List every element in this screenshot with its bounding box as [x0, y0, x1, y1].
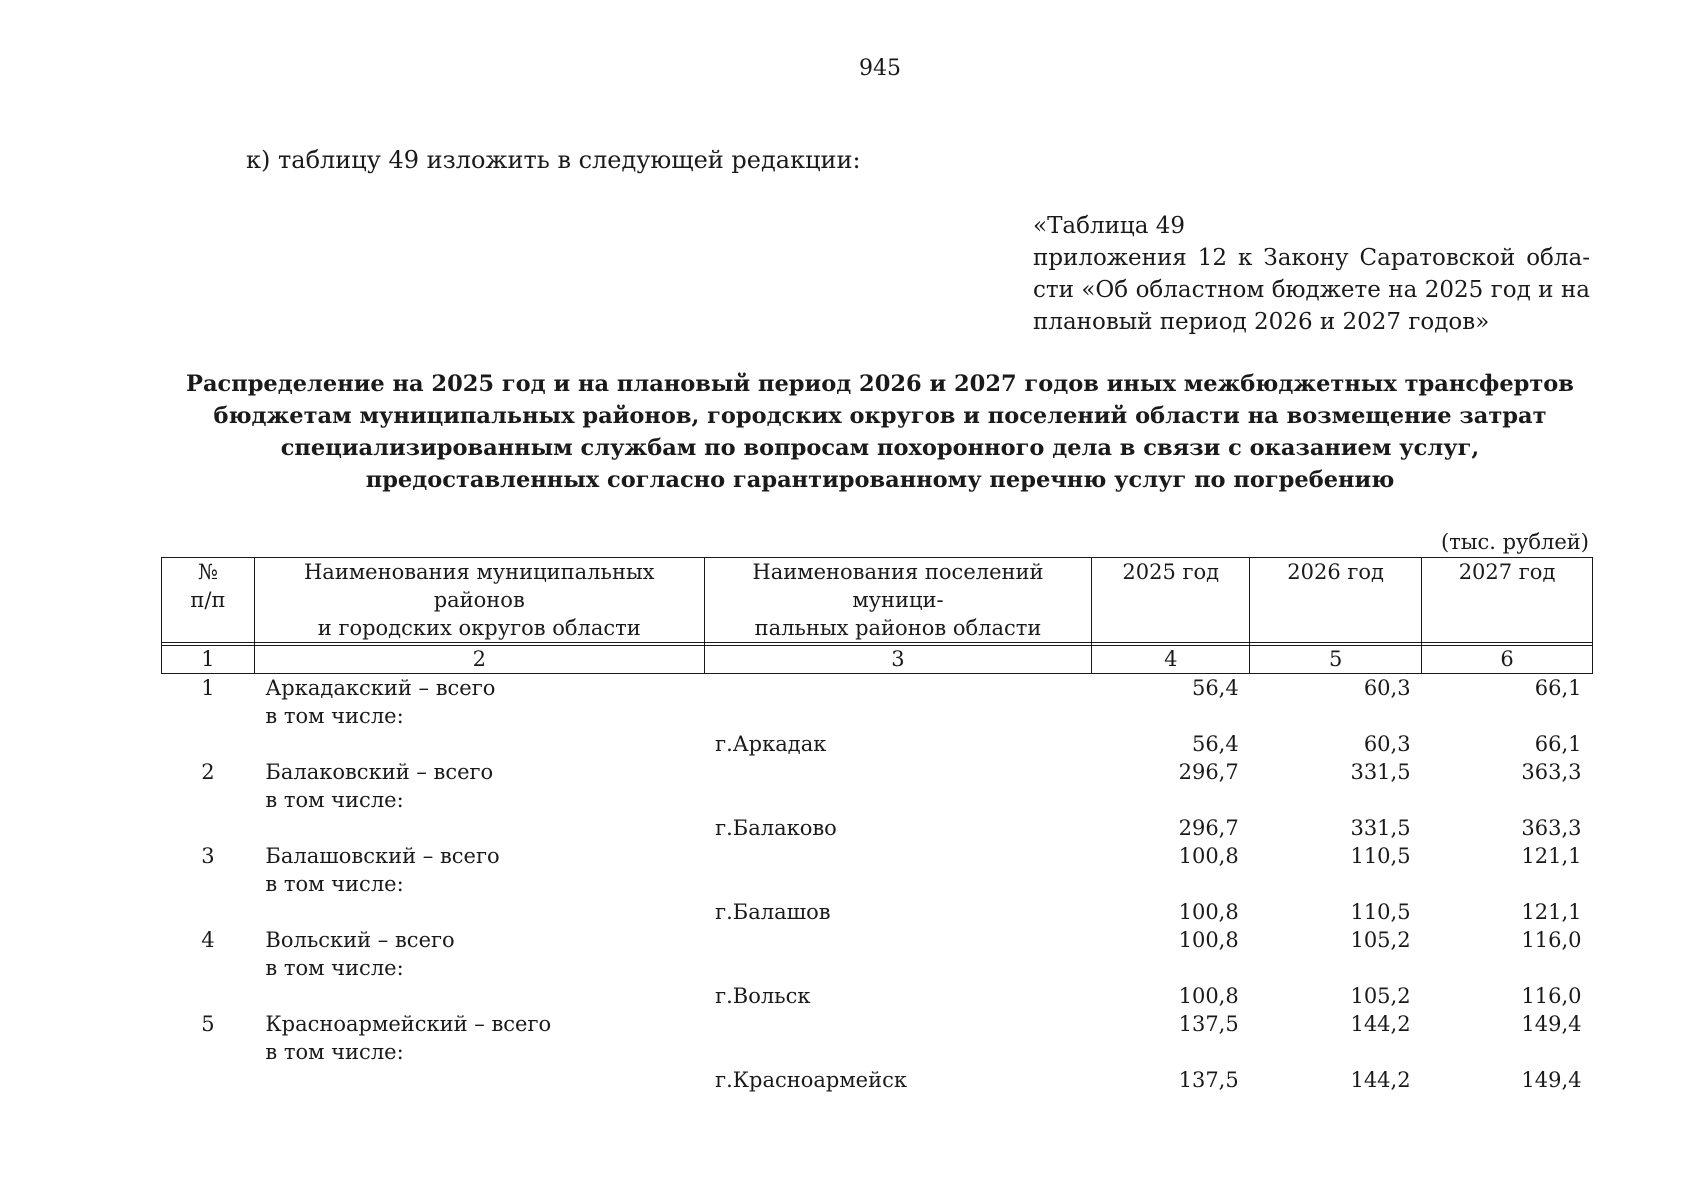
title-line-2: бюджетам муниципальных районов, городских округов и поселений области на возмещение затрат: [213, 403, 1547, 429]
subtotal-label: в том числе:: [265, 872, 404, 896]
header-district-line-2: и городских округов области: [317, 616, 641, 640]
header-num-line-1: №: [198, 560, 218, 584]
appendix-reference: [1033, 210, 1590, 338]
value-2025: 56,4: [1191, 676, 1239, 700]
value-2027: 121,1: [1521, 900, 1582, 924]
value-2027: 363,3: [1521, 760, 1582, 784]
header-2025: 2025 год: [1092, 558, 1250, 643]
value-2025: 100,8: [1178, 984, 1239, 1008]
value-2025: 100,8: [1178, 844, 1239, 868]
row-number: 2: [201, 760, 215, 784]
value-2026: 331,5: [1350, 816, 1411, 840]
instruction-text: к) таблицу 49 изложить в следующей редакции:: [246, 146, 861, 174]
subtotal-label: в том числе:: [265, 956, 404, 980]
header-settlement-line-2: пальных районов области: [754, 616, 1042, 640]
settlement-name: г.Балашов: [715, 900, 831, 924]
column-number: 3: [704, 646, 1092, 674]
district-name: Красноармейский – всего: [265, 1012, 552, 1036]
header-2027: 2027 год: [1422, 558, 1593, 643]
header-district: [254, 558, 704, 643]
table-row-district: [162, 1010, 1593, 1038]
table-title: [160, 368, 1600, 496]
value-2027: 66,1: [1534, 676, 1582, 700]
value-2026: 105,2: [1350, 928, 1411, 952]
value-2027: 116,0: [1521, 928, 1582, 952]
table-row-subtotal-label: [162, 786, 1593, 814]
table-row-settlement: [162, 898, 1593, 926]
settlement-name: г.Балаково: [715, 816, 837, 840]
subtotal-label: в том числе:: [265, 788, 404, 812]
row-number: 4: [201, 928, 215, 952]
value-2027: 149,4: [1521, 1068, 1582, 1092]
value-2025: 296,7: [1178, 760, 1239, 784]
value-2025: 137,5: [1178, 1068, 1239, 1092]
appendix-line-1: «Таблица 49: [1033, 213, 1185, 239]
district-name: Вольский – всего: [265, 928, 455, 952]
page-number: 945: [859, 56, 901, 81]
table-row-district: [162, 842, 1593, 870]
transfers-table: [161, 557, 1593, 1094]
header-district-line-1: Наименования муниципальных районов: [303, 560, 655, 612]
value-2026: 110,5: [1350, 844, 1411, 868]
appendix-line-2: приложения 12 к Закону Саратовской обла-: [1033, 245, 1590, 271]
table-row-district: [162, 758, 1593, 786]
header-num-line-2: п/п: [190, 588, 226, 612]
value-2025: 137,5: [1178, 1012, 1239, 1036]
value-2025: 296,7: [1178, 816, 1239, 840]
table-row-subtotal-label: [162, 702, 1593, 730]
table-row-subtotal-label: [162, 1038, 1593, 1066]
table-row-settlement: [162, 730, 1593, 758]
district-name: Аркадакский – всего: [265, 676, 496, 700]
value-2027: 121,1: [1521, 844, 1582, 868]
value-2026: 105,2: [1350, 984, 1411, 1008]
table-row-settlement: [162, 982, 1593, 1010]
units-label: (тыс. рублей): [1440, 530, 1589, 554]
subtotal-label: в том числе:: [265, 704, 404, 728]
column-number: 4: [1092, 646, 1250, 674]
header-settlement-line-1: Наименования поселений муници-: [752, 560, 1044, 612]
header-settlement: [704, 558, 1092, 643]
title-line-3: специализированным службам по вопросам похоронного дела в связи с оказанием услуг,: [280, 435, 1480, 461]
row-number: 1: [201, 676, 215, 700]
title-line-1: Распределение на 2025 год и на плановый период 2026 и 2027 годов иных межбюджетных трансфертов: [186, 371, 1574, 397]
value-2027: 363,3: [1521, 816, 1582, 840]
table-body: [162, 674, 1593, 1095]
appendix-line-4: плановый период 2026 и 2027 годов»: [1033, 309, 1490, 335]
value-2025: 100,8: [1178, 928, 1239, 952]
table-row-district: [162, 674, 1593, 703]
value-2026: 144,2: [1350, 1068, 1411, 1092]
title-line-4: предоставленных согласно гарантированному перечню услуг по погребению: [365, 467, 1395, 493]
value-2027: 66,1: [1534, 732, 1582, 756]
table-header-row: [162, 558, 1593, 643]
row-number: 3: [201, 844, 215, 868]
value-2027: 116,0: [1521, 984, 1582, 1008]
table-row-settlement: [162, 814, 1593, 842]
table-row-district: [162, 926, 1593, 954]
settlement-name: г.Аркадак: [715, 732, 827, 756]
value-2026: 60,3: [1363, 676, 1411, 700]
value-2025: 100,8: [1178, 900, 1239, 924]
row-number: 5: [201, 1012, 215, 1036]
subtotal-label: в том числе:: [265, 1040, 404, 1064]
value-2026: 331,5: [1350, 760, 1411, 784]
appendix-line-3: сти «Об областном бюджете на 2025 год и на: [1033, 277, 1590, 303]
table-row-subtotal-label: [162, 870, 1593, 898]
value-2026: 144,2: [1350, 1012, 1411, 1036]
value-2026: 60,3: [1363, 732, 1411, 756]
table-row-settlement: [162, 1066, 1593, 1094]
column-numbers-row: [162, 646, 1593, 674]
value-2026: 110,5: [1350, 900, 1411, 924]
header-num: [162, 558, 255, 643]
district-name: Балашовский – всего: [265, 844, 500, 868]
district-name: Балаковский – всего: [265, 760, 494, 784]
column-number: 5: [1250, 646, 1422, 674]
value-2025: 56,4: [1191, 732, 1239, 756]
value-2027: 149,4: [1521, 1012, 1582, 1036]
header-2026: 2026 год: [1250, 558, 1422, 643]
column-number: 1: [162, 646, 255, 674]
settlement-name: г.Вольск: [715, 984, 811, 1008]
table-row-subtotal-label: [162, 954, 1593, 982]
settlement-name: г.Красноармейск: [715, 1068, 907, 1092]
column-number: 2: [254, 646, 704, 674]
column-number: 6: [1422, 646, 1593, 674]
